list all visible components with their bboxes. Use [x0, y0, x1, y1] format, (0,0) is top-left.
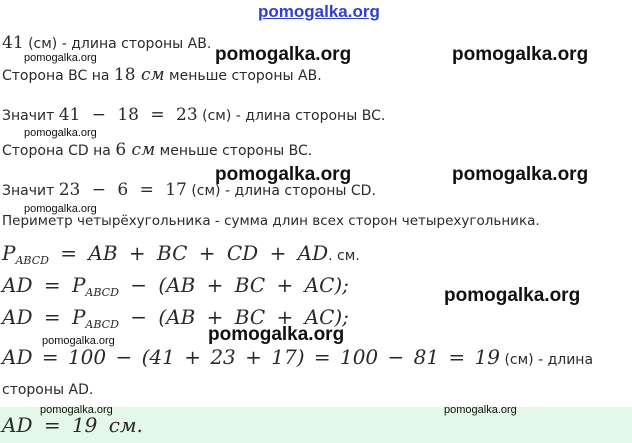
- watermark-small: pomogalka.org: [42, 335, 115, 347]
- perimeter-unit: . см.: [328, 248, 360, 264]
- cd-calc-post: (см) - длина стороны CD.: [186, 183, 376, 199]
- line-ab-length: [2, 33, 211, 53]
- watermark-large: pomogalka.org: [452, 44, 589, 65]
- line-cd-condition: [2, 140, 312, 160]
- ad-formula-1-subscript: ABCD: [85, 286, 119, 300]
- watermark-large: pomogalka.org: [215, 44, 352, 65]
- line-bc-condition: [2, 65, 322, 85]
- cd-cond-unit: см: [126, 140, 156, 160]
- watermark-small: pomogalka.org: [24, 203, 97, 215]
- ab-text: (см) - длина стороны AB.: [23, 36, 212, 52]
- line-bc-calc: [2, 105, 385, 125]
- ad-calc-expression: AD = 100 − (41 + 23 + 17) = 100 − 81 = 19: [2, 345, 500, 369]
- line-ad-formula-1: [2, 273, 349, 299]
- watermark-small: pomogalka.org: [24, 52, 97, 64]
- watermark-top: pomogalka.org: [258, 2, 380, 21]
- ad-formula-2-post: − (AB + BC + AC);: [118, 305, 349, 329]
- bc-cond-unit: см: [135, 65, 165, 85]
- cd-calc-expression: 23 − 6 = 17: [58, 180, 187, 200]
- perimeter-subscript: ABCD: [15, 254, 49, 268]
- bc-calc-post: (см) - длина стороны BC.: [197, 108, 386, 124]
- bc-cond-number: 18: [113, 65, 136, 85]
- line-ad-label: стороны AD.: [2, 382, 94, 398]
- perimeter-expression: = AB + BC + CD + AD: [48, 241, 329, 265]
- ad-formula-1-post: − (AB + BC + AC);: [118, 273, 349, 297]
- line-perimeter-formula: [2, 241, 360, 267]
- watermark-large: pomogalka.org: [208, 324, 345, 345]
- answer-text: AD = 19 см.: [2, 413, 143, 437]
- watermark-small: pomogalka.org: [444, 404, 517, 416]
- cd-cond-post: меньше стороны BC.: [155, 143, 313, 159]
- bc-cond-post: меньше стороны AB.: [164, 68, 322, 84]
- watermark-small: pomogalka.org: [40, 404, 113, 416]
- line-ad-calc: [2, 345, 593, 369]
- watermark-large: pomogalka.org: [215, 164, 352, 185]
- line-perimeter-definition: Периметр четырёхугольника - сумма длин всех сторон четырехугольника.: [2, 213, 540, 229]
- bc-cond-pre: Сторона BC на: [2, 68, 114, 84]
- ad-calc-post: (см) - длина: [500, 352, 594, 368]
- perimeter-symbol: P: [2, 241, 16, 265]
- ad-formula-1-pre: AD = P: [2, 273, 86, 297]
- watermark-large: pomogalka.org: [444, 285, 581, 306]
- bc-calc-pre: Значит: [2, 108, 59, 124]
- ad-formula-2-pre: AD = P: [2, 305, 86, 329]
- cd-cond-number: 6: [115, 140, 127, 160]
- ab-value: 41: [2, 33, 24, 53]
- cd-calc-pre: Значит: [2, 183, 59, 199]
- watermark-small: pomogalka.org: [24, 127, 97, 139]
- bc-calc-expression: 41 − 18 = 23: [58, 105, 198, 125]
- ad-formula-2-subscript: ABCD: [85, 318, 119, 332]
- cd-cond-pre: Сторона CD на: [2, 143, 116, 159]
- watermark-large: pomogalka.org: [452, 164, 589, 185]
